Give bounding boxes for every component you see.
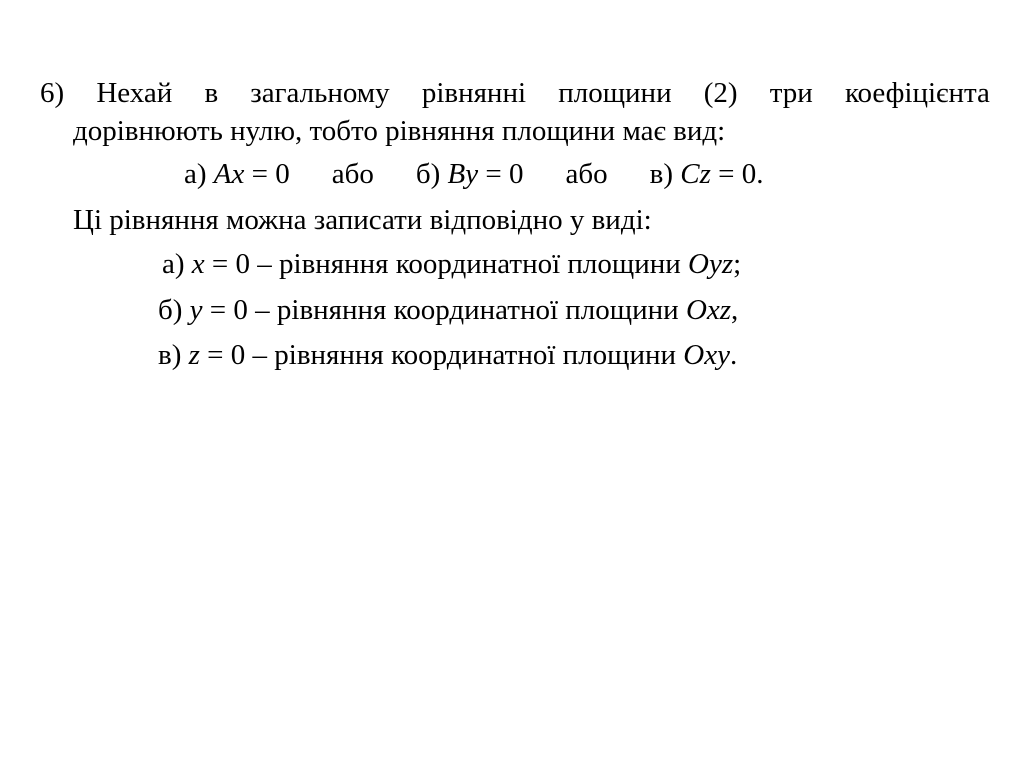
plane-eq: = 0: [211, 248, 251, 280]
plane-line-oyz: [162, 250, 741, 279]
intro-word: (2): [703, 77, 738, 109]
intro-word: коефіцієнта: [844, 77, 990, 109]
intro-word: рівнянні: [421, 77, 527, 109]
plane-punct: .: [729, 339, 738, 371]
case-c-label: в): [649, 158, 673, 190]
plane-label: б): [158, 294, 183, 326]
intro-word: 6): [40, 77, 65, 109]
plane-punct: ,: [731, 294, 739, 326]
intro-word: три: [769, 77, 813, 109]
case-c-eq: = 0.: [718, 158, 764, 190]
plane-dash-text: – рівняння координатної площини: [252, 339, 677, 371]
case-a-eq: = 0: [251, 158, 290, 190]
rewrite-intro: Ці рівняння можна записати відповідно у виді:: [73, 204, 652, 236]
cases-line: [184, 160, 764, 189]
case-c-coef: C: [680, 158, 700, 190]
case-a-var: x: [231, 158, 245, 190]
intro-line-1: [40, 79, 990, 108]
plane-var: z: [188, 339, 200, 371]
plane-dash-text: – рівняння координатної площини: [257, 248, 681, 280]
or-word: або: [565, 158, 608, 190]
case-c-var: z: [699, 158, 711, 190]
intro-word: в: [204, 77, 219, 109]
or-word: або: [331, 158, 374, 190]
plane-name: Oxz: [685, 294, 732, 326]
case-b-coef: B: [447, 158, 466, 190]
plane-name: Oyz: [688, 248, 734, 280]
case-b-label: б): [415, 158, 441, 190]
case-b-eq: = 0: [485, 158, 524, 190]
case-b-var: y: [465, 158, 479, 190]
plane-eq: = 0: [207, 339, 246, 371]
plane-line-oxz: [158, 296, 738, 325]
intro-line-2: дорівнюють нулю, тобто рівняння площини має вид:: [73, 115, 726, 147]
plane-punct: ;: [733, 248, 742, 280]
intro-word: загальному: [250, 77, 390, 109]
plane-dash-text: – рівняння координатної площини: [255, 294, 679, 326]
plane-line-oxy: [158, 341, 737, 370]
case-a-coef: A: [213, 158, 232, 190]
case-a-label: а): [184, 158, 207, 190]
plane-label: а): [162, 248, 185, 280]
intro-word: площини: [558, 77, 672, 109]
plane-eq: = 0: [209, 294, 248, 326]
plane-var: x: [191, 248, 205, 280]
plane-label: в): [158, 339, 182, 371]
plane-var: y: [189, 294, 203, 326]
plane-name: Oxy: [683, 339, 730, 371]
intro-word: Нехай: [96, 77, 173, 109]
